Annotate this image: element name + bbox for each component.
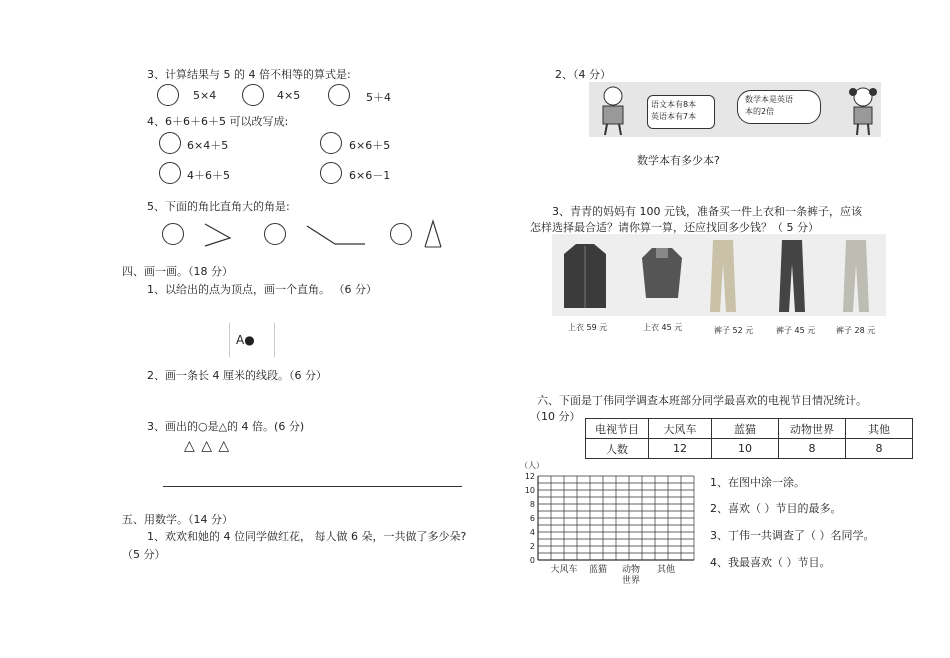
item-price: 上衣 45 元 bbox=[643, 323, 683, 332]
r-q2-question: 数学本有多少本? bbox=[637, 154, 720, 167]
bubble-text: 本的2倍 bbox=[745, 107, 775, 116]
x-tick-label: 蓝猫 bbox=[588, 565, 608, 575]
sec4-q1: 1、以给出的点为顶点，画一个直角。 （6 分） bbox=[147, 283, 377, 296]
sec5-q1-score: （5 分） bbox=[122, 548, 166, 561]
angle-figure-2 bbox=[303, 220, 367, 250]
table-cell: 10 bbox=[712, 439, 779, 459]
table-cell: 8 bbox=[779, 439, 846, 459]
answer-circle[interactable] bbox=[159, 132, 181, 154]
girl-icon bbox=[845, 84, 881, 136]
q3-option: 5×4 bbox=[193, 89, 217, 102]
r-q3-line1: 3、青青的妈妈有 100 元钱，准备买一件上衣和一条裤子，应该 bbox=[552, 205, 862, 218]
answer-circle[interactable] bbox=[320, 162, 342, 184]
y-tick-label: 2 bbox=[529, 542, 535, 551]
section-6-title: 六、下面是丁伟同学调查本班部分同学最喜欢的电视节目情况统计。 bbox=[537, 394, 867, 407]
table-cell: 8 bbox=[846, 439, 913, 459]
y-tick-label: 0 bbox=[529, 556, 535, 565]
x-tick-label: 其他 bbox=[656, 565, 676, 575]
sec6-question: 3、丁伟一共调查了（ ）名同学。 bbox=[710, 529, 875, 542]
y-tick-label: 6 bbox=[529, 514, 535, 523]
q3-option: 4×5 bbox=[277, 89, 301, 102]
bubble-text: 数学本是英语 bbox=[745, 95, 793, 104]
sec6-question: 2、喜欢（ ）节目的最多。 bbox=[710, 502, 842, 515]
stats-table bbox=[585, 418, 913, 459]
section-6-score: （10 分） bbox=[530, 410, 581, 423]
books-illustration bbox=[589, 82, 881, 137]
item-price: 上衣 59 元 bbox=[568, 323, 608, 332]
item-price: 裤子 45 元 bbox=[776, 326, 816, 335]
q3-title: 3、计算结果与 5 的 4 倍不相等的算式是: bbox=[147, 68, 351, 81]
sec4-q3: 3、画出的○是△的 4 倍。(6 分) bbox=[147, 420, 305, 433]
item-price: 裤子 52 元 bbox=[714, 326, 754, 335]
y-tick-label: 12 bbox=[524, 472, 535, 481]
sec5-q1: 1、欢欢和她的 4 位同学做红花， 每人做 6 朵，一共做了多少朵? bbox=[147, 530, 467, 543]
jacket-icon bbox=[556, 234, 614, 316]
pants-icon bbox=[708, 234, 738, 316]
x-tick-label: 动物 bbox=[621, 565, 641, 575]
answer-circle[interactable] bbox=[162, 223, 184, 245]
sweater-icon bbox=[638, 234, 686, 316]
q4-title: 4、6＋6＋6＋5 可以改写成: bbox=[147, 115, 289, 128]
r-q2-title: 2、（4 分） bbox=[555, 68, 611, 81]
answer-circle[interactable] bbox=[328, 84, 350, 106]
table-cell: 动物世界 bbox=[779, 419, 846, 439]
y-tick-label: 10 bbox=[524, 486, 535, 495]
bar-chart[interactable] bbox=[518, 458, 703, 590]
y-tick-label: 8 bbox=[529, 500, 535, 509]
y-tick-label: 4 bbox=[529, 528, 535, 537]
angle-figure-3 bbox=[421, 217, 445, 252]
bubble-text: 语文本有8本 bbox=[651, 100, 697, 109]
answer-circle[interactable] bbox=[242, 84, 264, 106]
sec6-question: 4、我最喜欢（ ）节目。 bbox=[710, 556, 831, 569]
table-cell: 其他 bbox=[846, 419, 913, 439]
table-cell: 蓝猫 bbox=[712, 419, 779, 439]
q5-title: 5、下面的角比直角大的角是: bbox=[147, 200, 290, 213]
answer-circle[interactable] bbox=[264, 223, 286, 245]
q3-option: 5＋4 bbox=[366, 91, 391, 104]
pants-icon bbox=[841, 234, 871, 316]
table-cell: 12 bbox=[649, 439, 712, 459]
sec6-question: 1、在图中涂一涂。 bbox=[710, 476, 805, 489]
bubble-text: 英语本有7本 bbox=[651, 112, 697, 121]
answer-circle[interactable] bbox=[320, 132, 342, 154]
q4-option: 6×6－1 bbox=[349, 169, 391, 182]
sec4-q2: 2、画一条长 4 厘米的线段。（6 分） bbox=[147, 369, 327, 382]
r-q3-line2: 怎样选择最合适？请你算一算，还应找回多少钱？（ 5 分） bbox=[530, 221, 819, 234]
answer-circle[interactable] bbox=[390, 223, 412, 245]
angle-figure-1 bbox=[200, 218, 235, 250]
q4-option: 6×6＋5 bbox=[349, 139, 391, 152]
table-cell: 电视节目 bbox=[586, 419, 649, 439]
table-row bbox=[586, 439, 913, 459]
answer-circle[interactable] bbox=[157, 84, 179, 106]
y-axis-label: （人） bbox=[520, 461, 544, 470]
answer-circle[interactable] bbox=[159, 162, 181, 184]
item-price: 裤子 28 元 bbox=[836, 326, 876, 335]
x-tick-label: 世界 bbox=[621, 576, 641, 586]
section-4-title: 四、画一画。（18 分） bbox=[122, 265, 233, 278]
triangles: △ △ △ bbox=[184, 438, 231, 454]
boy-icon bbox=[595, 84, 635, 136]
q4-option: 6×4＋5 bbox=[187, 139, 229, 152]
table-cell: 大风车 bbox=[649, 419, 712, 439]
point-a-label: A● bbox=[236, 333, 255, 347]
drawing-line bbox=[163, 486, 462, 487]
pants-icon bbox=[777, 234, 807, 316]
section-5-title: 五、用数学。（14 分） bbox=[122, 513, 233, 526]
table-cell: 人数 bbox=[586, 439, 649, 459]
q4-option: 4＋6＋5 bbox=[187, 169, 230, 182]
x-tick-label: 大风车 bbox=[550, 565, 578, 575]
table-row bbox=[586, 419, 913, 439]
